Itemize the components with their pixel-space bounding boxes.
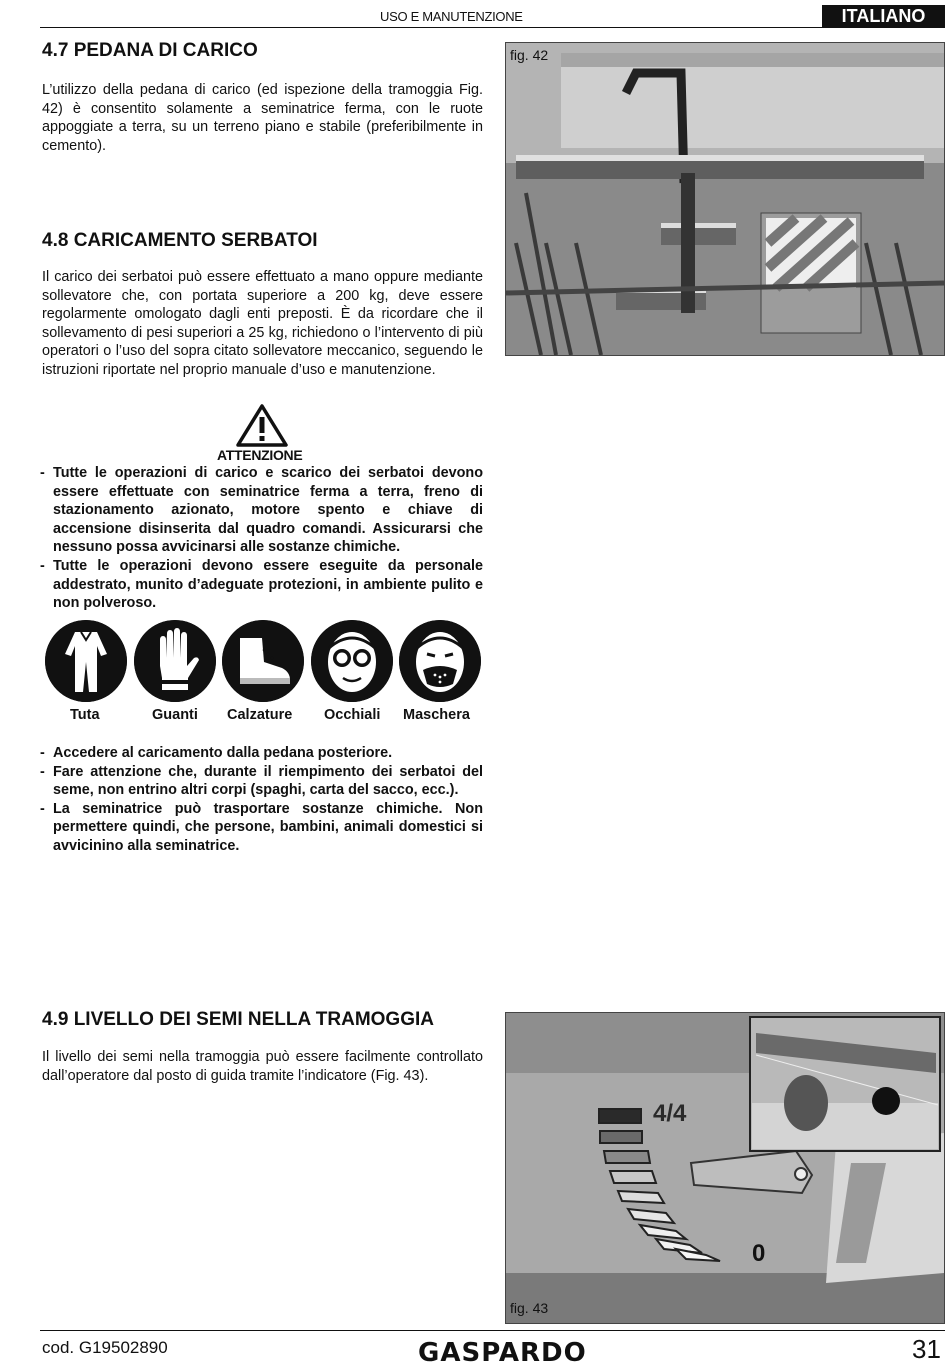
- warning-triangle-icon: [236, 403, 288, 447]
- warning-item: - Tutte le operazioni di carico e scarico dei serbatoi devono essere effettuate con seminatrice ferma a terra, freno di stazionamento azionato, motore spento e chiave di accensione disinserita dal quadro comandi. Assicurarsi che nessuno possa avvicinarsi alle sostanze chimiche.: [40, 464, 483, 557]
- overall-icon: [45, 620, 127, 702]
- ppe-label: Occhiali: [324, 707, 381, 723]
- ppe-label: Maschera: [403, 707, 470, 723]
- glove-icon: [134, 620, 216, 702]
- ppe-label: Calzature: [227, 707, 293, 723]
- ppe-goggles: [310, 620, 394, 702]
- boot-icon: [222, 620, 304, 702]
- warning-label: ATTENZIONE: [217, 447, 303, 463]
- scale-top-label: 4/4: [653, 1100, 687, 1127]
- goggles-icon: [311, 620, 393, 702]
- ppe-overall: [44, 620, 128, 702]
- language-tab: ITALIANO: [822, 5, 945, 28]
- brand-logo: GASPARDO: [418, 1338, 587, 1368]
- figure-42: [505, 42, 945, 356]
- warning-item: - Tutte le operazioni devono essere eseguite da personale addestrato, munito d’adeguate protezioni, in ambiente pulito e non polveroso.: [40, 557, 483, 613]
- header-title: USO E MANUTENZIONE: [380, 9, 523, 24]
- ppe-mask: [398, 620, 482, 702]
- footer-rule: [40, 1330, 945, 1331]
- section-4-9-heading: 4.9 LIVELLO DEI SEMI NELLA TRAMOGGIA: [42, 1009, 434, 1030]
- ppe-pictogram-row: [44, 620, 484, 730]
- document-code: cod. G19502890: [42, 1338, 168, 1357]
- section-4-7-heading: 4.7 PEDANA DI CARICO: [42, 40, 258, 61]
- figure-43-label: fig. 43: [510, 1300, 549, 1316]
- scale-bottom-label: 0: [752, 1240, 766, 1267]
- ppe-gloves: [133, 620, 217, 702]
- instruction-item: - Fare attenzione che, durante il riempimento dei serbatoi del seme, non entrino altri corpi (spaghi, carta del sacco, ecc.).: [40, 763, 483, 800]
- header-rule: [40, 27, 945, 28]
- page-number: 31: [912, 1334, 941, 1364]
- ppe-label: Tuta: [70, 707, 100, 723]
- instruction-item: - La seminatrice può trasportare sostanze chimiche. Non permettere quindi, che persone, bambini, animali domestici si avvicinino alla seminatrice.: [40, 800, 483, 856]
- figure-43: [505, 1012, 945, 1324]
- warning-list: [40, 464, 483, 613]
- mask-icon: [399, 620, 481, 702]
- ppe-label: Guanti: [152, 707, 198, 723]
- section-4-8-text: Il carico dei serbatoi può essere effettuato a mano oppure mediante sollevatore che, con portata superiore a 200 kg, deve essere regolarmente omologato dagli enti preposti. È da ricordare che il sollevamento di pesi superiori a 25 kg, richiedono o l’intervento di più operatori o l’uso del sopra citato sollevatore meccanico, seguendo le istruzioni riportate nel proprio manuale d’uso e manutenzione.: [42, 269, 483, 378]
- seed-level-indicator-illustration: [506, 1013, 944, 1323]
- seeder-loading-platform-illustration: [506, 43, 944, 355]
- section-4-7-text: L’utilizzo della pedana di carico (ed ispezione della tramoggia Fig. 42) è consentito solamente a seminatrice ferma, con le ruote appoggiate a terra, su un terreno piano e stabile (preferibilmente in cemento).: [42, 82, 483, 154]
- figure-42-label: fig. 42: [510, 47, 549, 63]
- instruction-item: - Accedere al caricamento dalla pedana posteriore.: [40, 744, 483, 763]
- section-4-9-text: Il livello dei semi nella tramoggia può essere facilmente controllato dall’operatore dal posto di guida tramite l’indicatore (Fig. 43).: [42, 1049, 483, 1084]
- instruction-list: [40, 744, 483, 856]
- section-4-8-heading: 4.8 CARICAMENTO SERBATOI: [42, 230, 318, 251]
- ppe-footwear: [221, 620, 305, 702]
